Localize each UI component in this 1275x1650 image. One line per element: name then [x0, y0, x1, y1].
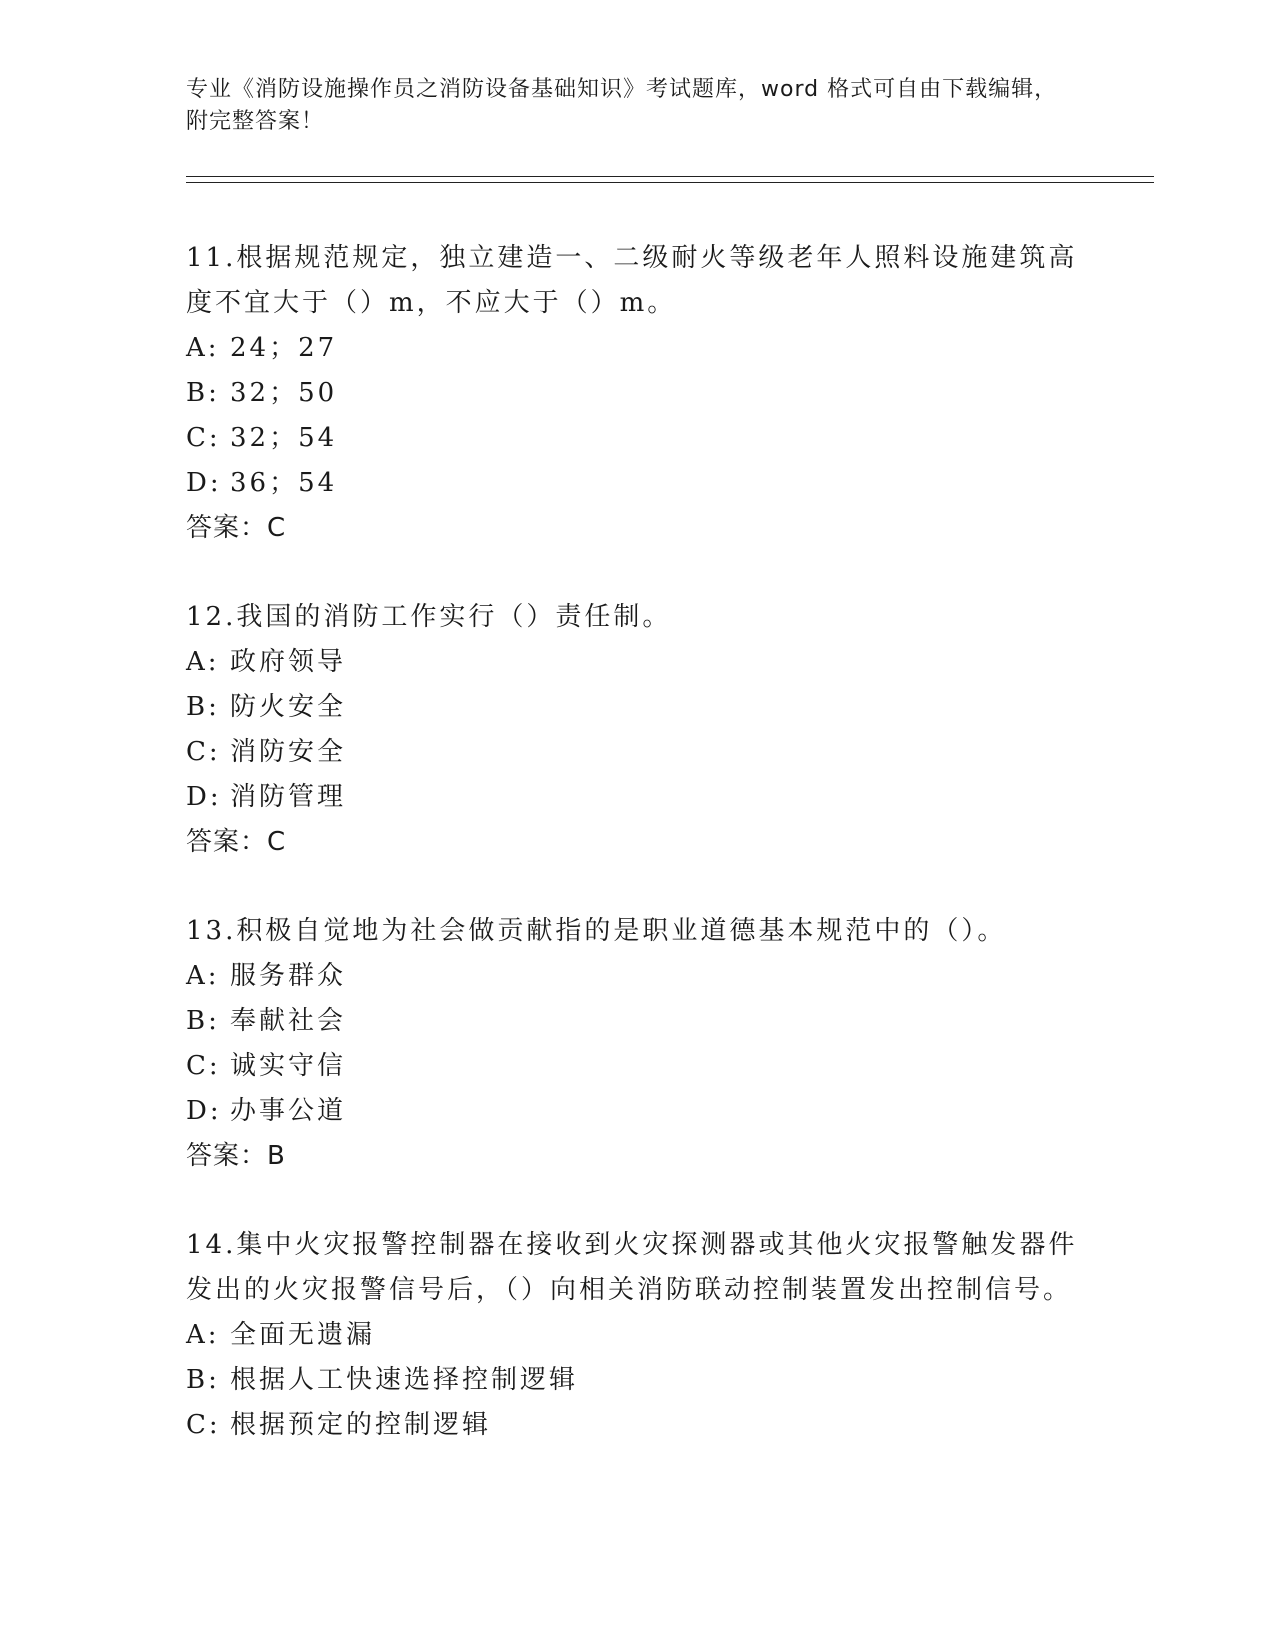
option-letter: D:: [186, 468, 222, 498]
answer-label: 答案：C: [186, 513, 287, 543]
option-text: 根据人工快速选择控制逻辑: [230, 1365, 579, 1395]
option-text: 诚实守信: [230, 1051, 347, 1081]
option-b: [186, 371, 1086, 416]
option-letter: A:: [186, 647, 220, 677]
question-stem: 13.积极自觉地为社会做贡献指的是职业道德基本规范中的（）。: [186, 916, 1007, 946]
question-13: [186, 909, 1086, 1179]
question-stem: 14.集中火灾报警控制器在接收到火灾探测器或其他火灾报警触发器件发出的火灾报警信号后，（）向相关消防联动控制装置发出控制信号。: [186, 1230, 1078, 1305]
option-b: [186, 685, 1086, 730]
option-c: [186, 1403, 1086, 1448]
option-text: 根据预定的控制逻辑: [230, 1410, 492, 1440]
question-stem: 12.我国的消防工作实行（）责任制。: [186, 602, 672, 632]
option-c: [186, 730, 1086, 775]
option-letter: B:: [186, 1006, 220, 1036]
question-12: [186, 595, 1086, 865]
option-letter: D:: [186, 1096, 222, 1126]
option-d: [186, 461, 1086, 506]
question-14: [186, 1223, 1086, 1448]
option-text: 消防安全: [230, 737, 347, 767]
option-letter: C:: [186, 737, 221, 767]
option-letter: C:: [186, 1051, 221, 1081]
option-letter: B:: [186, 378, 220, 408]
header-divider-bottom: [186, 182, 1154, 183]
option-text: 办事公道: [230, 1096, 347, 1126]
option-b: [186, 1358, 1086, 1403]
option-letter: A:: [186, 1320, 220, 1350]
option-text: 36；54: [230, 468, 338, 498]
option-d: [186, 1089, 1086, 1134]
option-text: 32；50: [230, 378, 338, 408]
option-text: 32；54: [230, 423, 338, 453]
option-text: 防火安全: [230, 692, 347, 722]
option-c: [186, 1044, 1086, 1089]
option-letter: C:: [186, 1410, 221, 1440]
option-letter: B:: [186, 1365, 220, 1395]
option-a: [186, 954, 1086, 999]
option-text: 消防管理: [230, 782, 347, 812]
option-letter: A:: [186, 961, 220, 991]
option-d: [186, 775, 1086, 820]
answer-label: 答案：B: [186, 1141, 286, 1171]
option-a: [186, 640, 1086, 685]
option-letter: D:: [186, 782, 222, 812]
question-stem: 11.根据规范规定，独立建造一、二级耐火等级老年人照料设施建筑高度不宜大于（）m，不应大于（）m。: [186, 243, 1078, 318]
question-list: [186, 236, 1086, 1492]
option-a: [186, 1313, 1086, 1358]
option-text: 政府领导: [230, 647, 347, 677]
option-c: [186, 416, 1086, 461]
option-text: 全面无遗漏: [230, 1320, 376, 1350]
option-b: [186, 999, 1086, 1044]
document-header: 专业《消防设施操作员之消防设备基础知识》考试题库，word 格式可自由下载编辑，附完整答案！: [186, 77, 1058, 134]
option-letter: B:: [186, 692, 220, 722]
option-letter: A:: [186, 333, 220, 363]
option-a: [186, 326, 1086, 371]
option-letter: C:: [186, 423, 221, 453]
option-text: 奉献社会: [230, 1006, 347, 1036]
question-11: [186, 236, 1086, 551]
header-divider-top: [186, 176, 1154, 177]
option-text: 服务群众: [230, 961, 347, 991]
answer-label: 答案：C: [186, 827, 287, 857]
option-text: 24；27: [230, 333, 338, 363]
